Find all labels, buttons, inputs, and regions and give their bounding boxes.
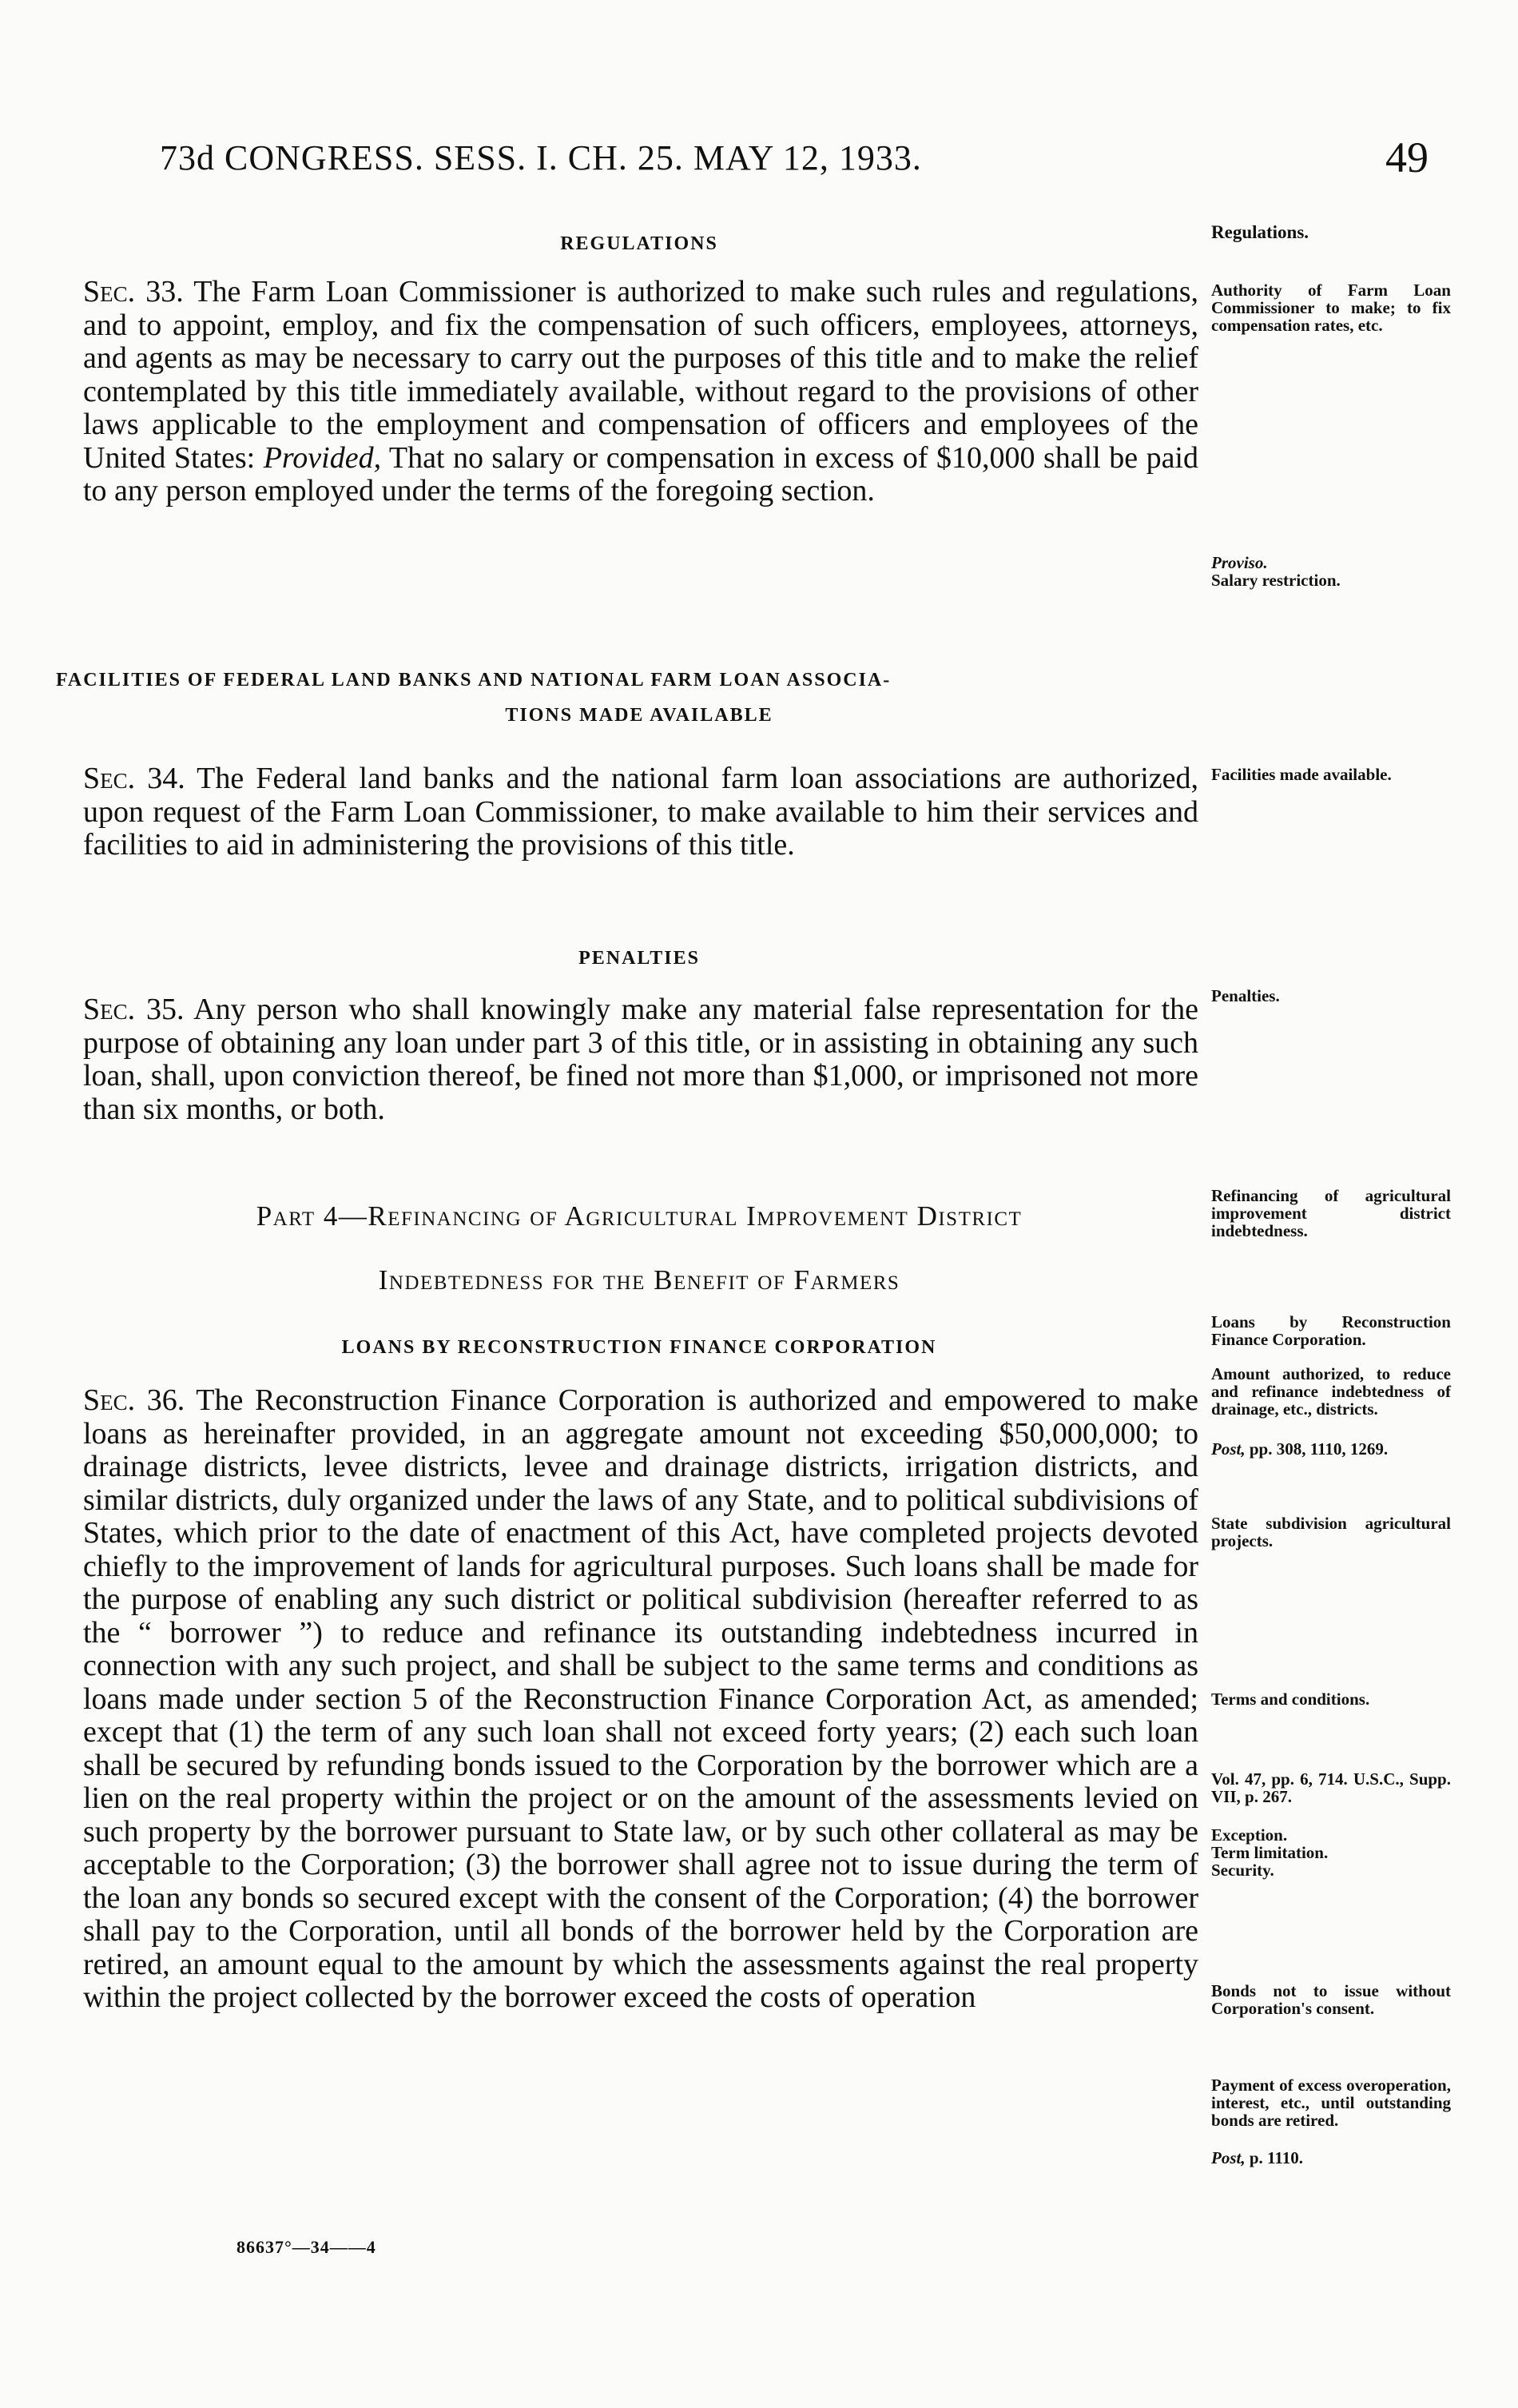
section-heading-facilities-line1: FACILITIES OF FEDERAL LAND BANKS AND NATIONAL FARM LOAN ASSOCIA- <box>56 670 892 691</box>
margin-note-loans-by-recon: Loans by Reconstruction Finance Corporation. <box>1211 1312 1451 1349</box>
section-33-text-a: The Farm Loan Commissioner is authorized to make such rules and regulations, and to appoint, employ, and fix the compensation of such officers, employees, attorneys, and agents as may be necessary to carry out the purposes of this title and to make the relief contemplated by this title immediately available, without regard to the provisions of other laws applicable to the employment and compensation of officers and employees of the United States: <box>83 275 1199 475</box>
section-heading-regulations: REGULATIONS <box>560 233 718 254</box>
margin-note-payment-excess: Payment of excess overoperation, interest, etc., until outstanding bonds are retired. <box>1211 2076 1451 2130</box>
section-heading-facilities-line2: TIONS MADE AVAILABLE <box>505 705 773 726</box>
section-33-paragraph <box>83 276 1198 508</box>
section-34-paragraph <box>83 762 1198 862</box>
section-35-label: Sec. 35. <box>83 993 185 1026</box>
margin-note-post-ref-2 <box>1211 2149 1451 2167</box>
section-35-text: Any person who shall knowingly make any material false representation for the purpose of obtaining any loan under part 3 of this title, or in assisting in obtaining any such loan, shall, upon conviction thereof, be fined not more than $1,000, or imprisoned not more than six months, or both. <box>83 993 1198 1126</box>
margin-note-authority: Authority of Farm Loan Commissioner to make; to fix compensation rates, etc. <box>1211 281 1451 335</box>
margin-note-salary: Salary restriction. <box>1211 571 1341 590</box>
post-ref-2-italic: Post, <box>1211 2148 1246 2167</box>
section-heading-penalties: PENALTIES <box>578 948 700 969</box>
section-33-proviso: Provided, <box>263 440 382 475</box>
margin-note-vol47: Vol. 47, pp. 6, 714. U.S.C., Supp. VII, p. 267. <box>1211 1769 1451 1806</box>
section-heading-loans: LOANS BY RECONSTRUCTION FINANCE CORPORATION <box>341 1337 937 1358</box>
part-4-heading-line1: Part 4—Refinancing of Agricultural Improvement District <box>256 1200 1023 1232</box>
margin-note-regulations: Regulations. <box>1211 222 1309 242</box>
margin-note-security: Security. <box>1211 1861 1274 1880</box>
margin-note-facilities: Facilities made available. <box>1211 765 1392 784</box>
margin-note-state-subdivision: State subdivision agricultural projects. <box>1211 1514 1451 1550</box>
part-4-heading-line2: Indebtedness for the Benefit of Farmers <box>378 1264 900 1296</box>
margin-note-bonds-not-issue: Bonds not to issue without Corporation's consent. <box>1211 1981 1451 2018</box>
margin-note-term-limitation: Term limitation. <box>1211 1843 1329 1862</box>
section-35-paragraph <box>83 993 1198 1126</box>
margin-note-exception: Exception. <box>1211 1825 1288 1845</box>
printer-signature: 86637°—34——4 <box>236 2237 376 2257</box>
page-number: 49 <box>1385 133 1429 181</box>
section-34-label: Sec. 34. <box>83 762 185 795</box>
margin-note-penalties: Penalties. <box>1211 986 1280 1005</box>
margin-note-terms-conditions: Terms and conditions. <box>1211 1690 1370 1709</box>
margin-note-refinancing: Refinancing of agricultural improvement district indebtedness. <box>1211 1186 1451 1240</box>
running-head: 73d CONGRESS. SESS. I. CH. 25. MAY 12, 1933. <box>160 138 922 177</box>
section-36-text: The Reconstruction Finance Corporation is authorized and empowered to make loans as hereinafter provided, in an aggregate amount not exceeding $50,000,000; to drainage districts, levee districts, levee and drainage districts, irrigation districts, and similar districts, duly organized under the laws of any State, and to political subdivisions of States, which prior to the date of enactment of this Act, have completed projects devoted chiefly to the improvement of lands for agricultural purposes. Such loans shall be made for the purpose of enabling any such district or political subdivision (hereafter referred to as the “ borrower ”) to reduce and refinance its outstanding indebtedness incurred in connection with any such project, and shall be subject to the same terms and conditions as loans made under section 5 of the Reconstruction Finance Corporation Act, as amended; except that (1) the term of any such loan shall not exceed forty years; (2) each such loan shall be secured by refunding bonds issued to the Corporation by the borrower which are a lien on the real property within the project or on the amount of the assessments levied on such property by the borrower pursuant to State law, or by such other collateral as may be acceptable to the Corporation; (3) the borrower shall agree not to issue during the term of the loan any bonds so secured except with the consent of the Corporation; (4) the borrower shall pay to the Corporation, until all bonds of the borrower held by the Corporation are retired, an amount equal to the amount by which the assessments against the real property within the project collected by the borrower exceed the costs of operation <box>83 1383 1199 2014</box>
post-ref-1-text: pp. 308, 1110, 1269. <box>1245 1439 1389 1459</box>
section-33-text-b: That no salary or compensation in excess of $10,000 shall be paid to any person employed under the terms of the foregoing section. <box>83 440 1198 507</box>
post-ref-1-italic: Post, <box>1211 1439 1246 1459</box>
margin-note-amount-authorized: Amount authorized, to reduce and refinance indebtedness of drainage, etc., districts. <box>1211 1364 1451 1419</box>
margin-note-post-ref-1 <box>1211 1440 1451 1458</box>
section-36-label: Sec. 36. <box>83 1383 185 1417</box>
section-33-label: Sec. 33. <box>83 275 184 308</box>
section-36-paragraph <box>83 1384 1198 2015</box>
post-ref-2-text: p. 1110. <box>1245 2148 1303 2167</box>
margin-note-proviso: Proviso. <box>1211 553 1268 572</box>
section-34-text: The Federal land banks and the national farm loan associations are authorized, upon request of the Farm Loan Commissioner, to make available to him their services and facilities to aid in administering the provisions of this title. <box>83 762 1199 862</box>
